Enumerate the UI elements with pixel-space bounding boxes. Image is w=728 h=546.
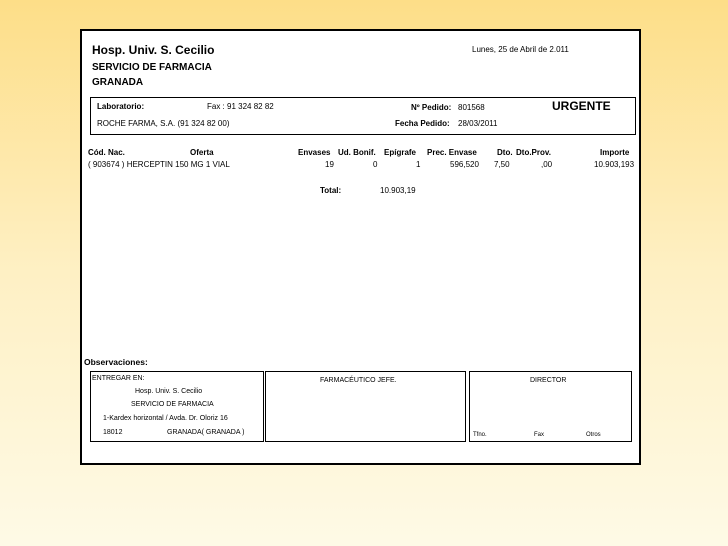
row-ud-bonif: 0: [373, 160, 378, 169]
col-importe: Importe: [600, 148, 630, 157]
row-oferta: ( 903674 ) HERCEPTIN 150 MG 1 VIAL: [88, 160, 230, 169]
col-ud-bonif: Ud. Bonif.: [338, 148, 376, 157]
row-importe: 10.903,193: [594, 160, 635, 169]
laboratory-name: ROCHE FARMA, S.A. (91 324 82 00): [97, 119, 230, 128]
delivery-label: ENTREGAR EN:: [92, 375, 145, 382]
order-number: 801568: [458, 103, 485, 112]
delivery-postal-code: 18012: [103, 429, 123, 436]
laboratory-label: Laboratorio:: [97, 102, 145, 111]
pharmacist-label: FARMACÉUTICO JEFE.: [320, 377, 397, 384]
col-epigrafe: Epígrafe: [384, 148, 417, 157]
document-date: Lunes, 25 de Abril de 2.011: [472, 45, 569, 54]
laboratory-fax: Fax : 91 324 82 82: [207, 102, 274, 111]
row-epigrafe: 1: [416, 160, 421, 169]
otros-label: Otros: [586, 432, 601, 438]
total-label: Total:: [320, 186, 342, 195]
order-document: [80, 29, 641, 465]
delivery-line1: Hosp. Univ. S. Cecilio: [135, 388, 203, 395]
priority-badge: URGENTE: [552, 99, 611, 113]
order-number-label: Nº Pedido:: [411, 103, 452, 112]
delivery-city: GRANADA( GRANADA ): [167, 429, 245, 436]
col-dto: Dto.: [497, 148, 513, 157]
director-signature-box: [469, 371, 632, 442]
col-envases: Envases: [298, 148, 331, 157]
order-date-label: Fecha Pedido:: [395, 119, 450, 128]
col-dto-prov: Dto.Prov.: [516, 148, 551, 157]
delivery-box: [90, 371, 264, 442]
tfno-label: Tfno.: [473, 432, 487, 438]
laboratory-box: [90, 97, 636, 135]
row-envases: 19: [325, 160, 334, 169]
col-prec-envase: Prec. Envase: [427, 148, 477, 157]
col-oferta: Oferta: [190, 148, 214, 157]
delivery-line3: 1-Kardex horizontal / Avda. Dr. Oloriz 16: [103, 415, 228, 422]
row-dto: 7,50: [494, 160, 510, 169]
row-dto-prov: ,00: [541, 160, 553, 169]
fax-label: Fax: [534, 432, 545, 438]
row-prec-envase: 596,520: [450, 160, 479, 169]
delivery-line2: SERVICIO DE FARMACIA: [131, 401, 214, 408]
director-label: DIRECTOR: [530, 377, 567, 384]
col-cod-nac: Cód. Nac.: [88, 148, 125, 157]
observations-label: Observaciones:: [84, 357, 148, 367]
pharmacist-signature-box: [265, 371, 466, 442]
order-date: 28/03/2011: [458, 119, 498, 128]
total-value: 10.903,19: [380, 186, 416, 195]
hospital-name: Hosp. Univ. S. Cecilio: [92, 43, 215, 57]
city-name: GRANADA: [92, 77, 144, 88]
service-name: SERVICIO DE FARMACIA: [92, 62, 212, 73]
